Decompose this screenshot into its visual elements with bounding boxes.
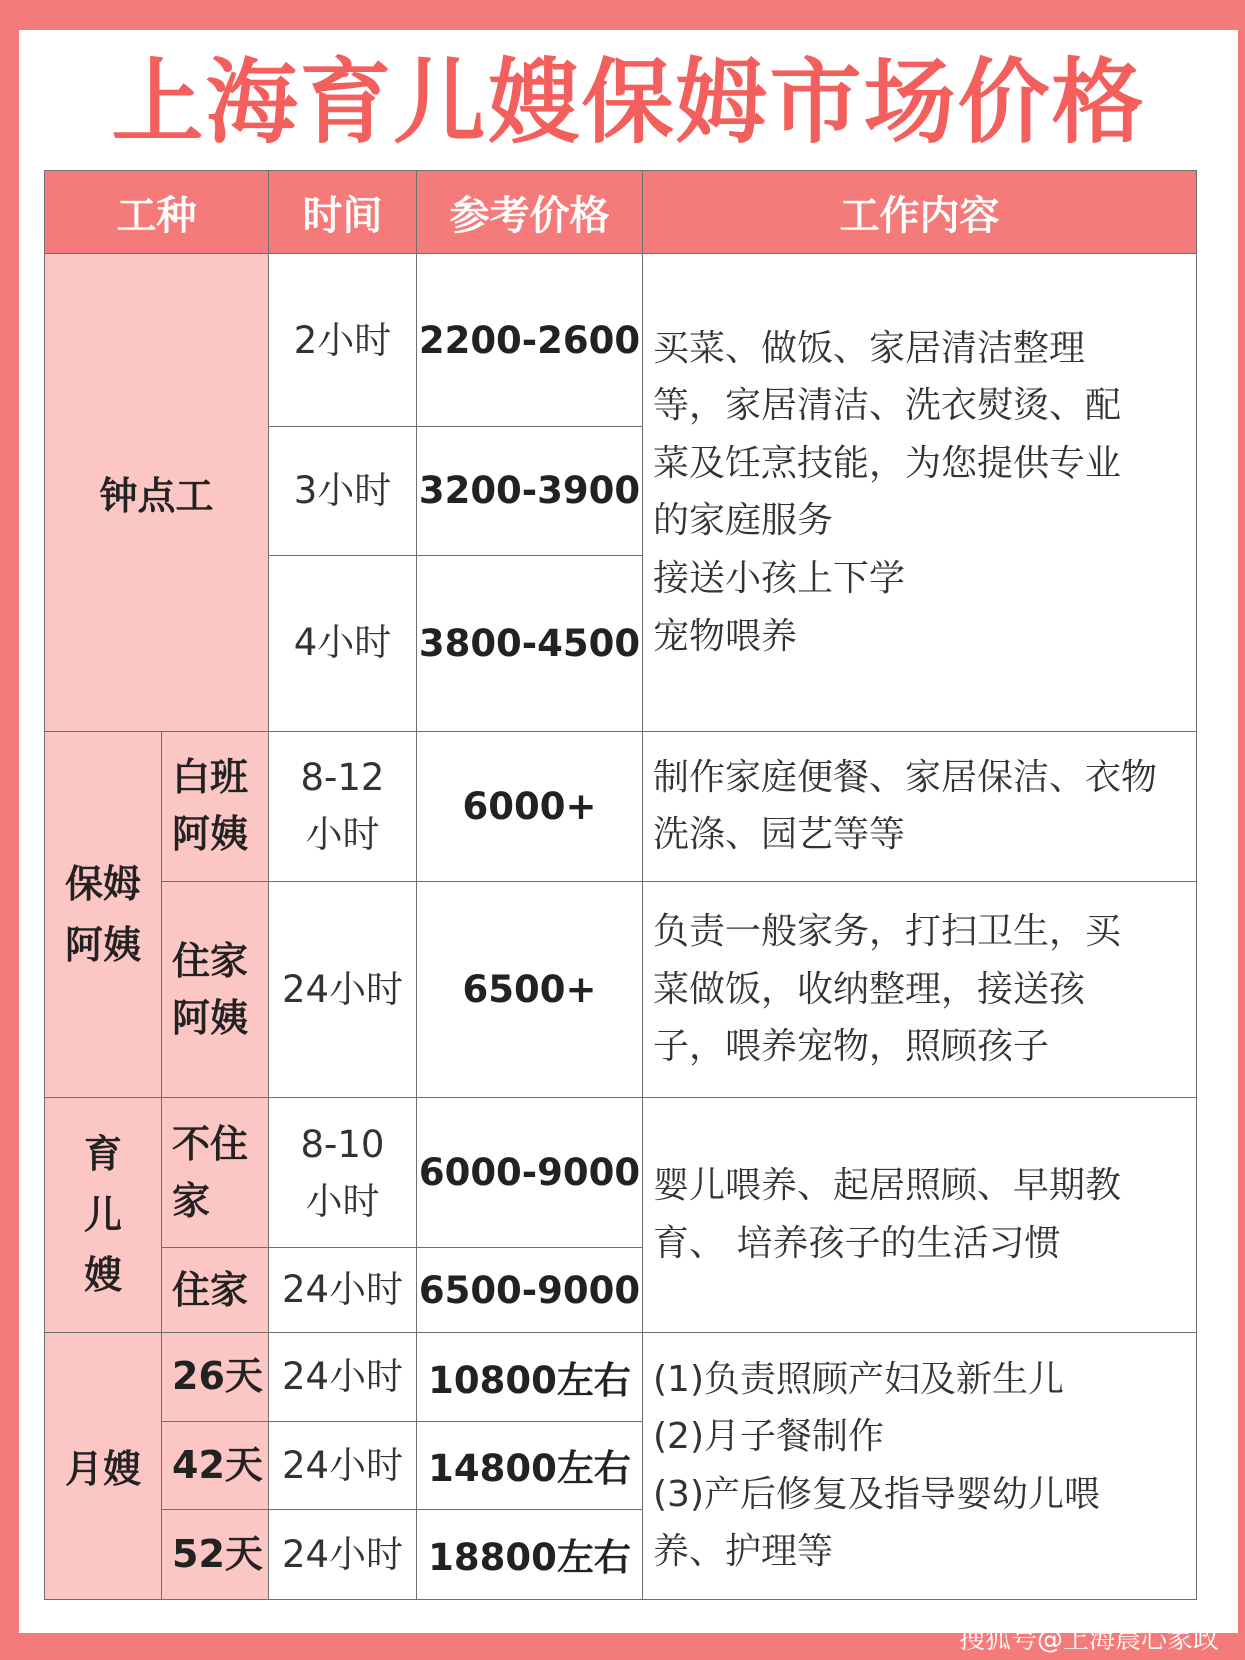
content-line: (2)月子餐制作: [653, 1416, 884, 1458]
sub-line: 家: [172, 1178, 211, 1223]
table-row: [45, 1332, 1197, 1421]
type-nanny-line: 阿姨: [64, 922, 141, 967]
table-row: [45, 254, 1197, 427]
type-nanny-line: 保姆: [64, 861, 141, 906]
sub-day-nanny: [162, 731, 269, 881]
content-line: 婴儿喂养、起居照顾、早期教: [653, 1165, 1122, 1207]
header-time: 时间: [269, 171, 417, 254]
sub-cell: 26天: [162, 1332, 269, 1421]
price-card: [19, 30, 1238, 1633]
type-nanny: [45, 731, 162, 1098]
price-cell: 6000+: [417, 731, 643, 881]
sub-nonlive-childcare: [162, 1098, 269, 1248]
price-cell: 6000-9000: [417, 1098, 643, 1248]
content-childcare: [643, 1098, 1197, 1332]
content-line: 育、 培养孩子的生活习惯: [653, 1222, 1061, 1264]
time-cell: 24小时: [269, 1421, 417, 1509]
type-char: 嫂: [83, 1253, 122, 1298]
sub-cell: 52天: [162, 1509, 269, 1599]
sub-line: 阿姨: [172, 812, 249, 857]
type-childcare: [45, 1098, 162, 1332]
sub-line: 住家: [172, 938, 249, 983]
table-row: [45, 1098, 1197, 1248]
content-line: 菜做饭，收纳整理，接送孩: [653, 968, 1086, 1010]
time-line: 小时: [305, 813, 380, 857]
sub-live-nanny: [162, 881, 269, 1097]
price-cell: 6500-9000: [417, 1248, 643, 1332]
content-hourly: [643, 254, 1197, 732]
content-line: 的家庭服务: [653, 500, 834, 542]
time-line: 8-12: [300, 756, 385, 799]
table-header-row: [45, 171, 1197, 254]
price-cell: 14800左右: [417, 1421, 643, 1509]
price-table: [44, 170, 1197, 1600]
header-type: 工种: [45, 171, 269, 254]
content-line: 买菜、做饭、家居清洁整理: [653, 327, 1086, 369]
time-cell: 24小时: [269, 881, 417, 1097]
header-content: 工作内容: [643, 171, 1197, 254]
content-line: 养、护理等: [653, 1531, 834, 1573]
price-cell: 18800左右: [417, 1509, 643, 1599]
sub-live-childcare: 住家: [162, 1248, 269, 1332]
price-cell: 3200-3900: [417, 427, 643, 555]
time-cell: 3小时: [269, 427, 417, 555]
price-cell: 6500+: [417, 881, 643, 1097]
content-line: 子，喂养宠物，照顾孩子: [653, 1026, 1050, 1068]
content-line: 宠物喂养: [653, 615, 798, 657]
sub-line: 阿姨: [172, 995, 249, 1040]
type-char: 儿: [83, 1192, 122, 1237]
content-line: (3)产后修复及指导婴幼儿喂: [653, 1473, 1100, 1515]
time-cell: 24小时: [269, 1248, 417, 1332]
table-row: [45, 881, 1197, 1097]
content-maternity: [643, 1332, 1197, 1599]
time-cell: 24小时: [269, 1332, 417, 1421]
time-cell: [269, 1098, 417, 1248]
time-line: 小时: [305, 1179, 380, 1223]
sub-line: 不住: [172, 1121, 249, 1166]
content-line: 等，家居清洁、洗衣熨烫、配: [653, 385, 1122, 427]
time-cell: 24小时: [269, 1509, 417, 1599]
time-cell: 2小时: [269, 254, 417, 427]
price-cell: 10800左右: [417, 1332, 643, 1421]
table-row: [45, 731, 1197, 881]
page-title: 上海育儿嫂保姆市场价格: [111, 49, 1146, 156]
time-cell: [269, 731, 417, 881]
time-cell: 4小时: [269, 555, 417, 731]
content-line: 接送小孩上下学: [653, 558, 906, 600]
content-day-nanny: [643, 731, 1197, 881]
price-cell: 3800-4500: [417, 555, 643, 731]
price-cell: 2200-2600: [417, 254, 643, 427]
sub-cell: 42天: [162, 1421, 269, 1509]
content-line: 菜及饪烹技能，为您提供专业: [653, 442, 1122, 484]
content-live-nanny: [643, 881, 1197, 1097]
type-hourly: 钟点工: [45, 254, 269, 732]
content-line: (1)负责照顾产妇及新生儿: [653, 1358, 1064, 1400]
watermark: 搜狐号@上海晨心家政: [958, 1625, 1219, 1655]
content-line: 制作家庭便餐、家居保洁、衣物: [653, 756, 1158, 798]
content-line: 负责一般家务，打扫卫生，买: [653, 911, 1122, 953]
content-line: 洗涤、园艺等等: [653, 814, 906, 856]
type-char: 育: [83, 1131, 122, 1176]
sub-line: 白班: [172, 755, 249, 800]
header-price: 参考价格: [417, 171, 643, 254]
type-maternity: 月嫂: [45, 1332, 162, 1599]
time-line: 8-10: [300, 1122, 385, 1166]
